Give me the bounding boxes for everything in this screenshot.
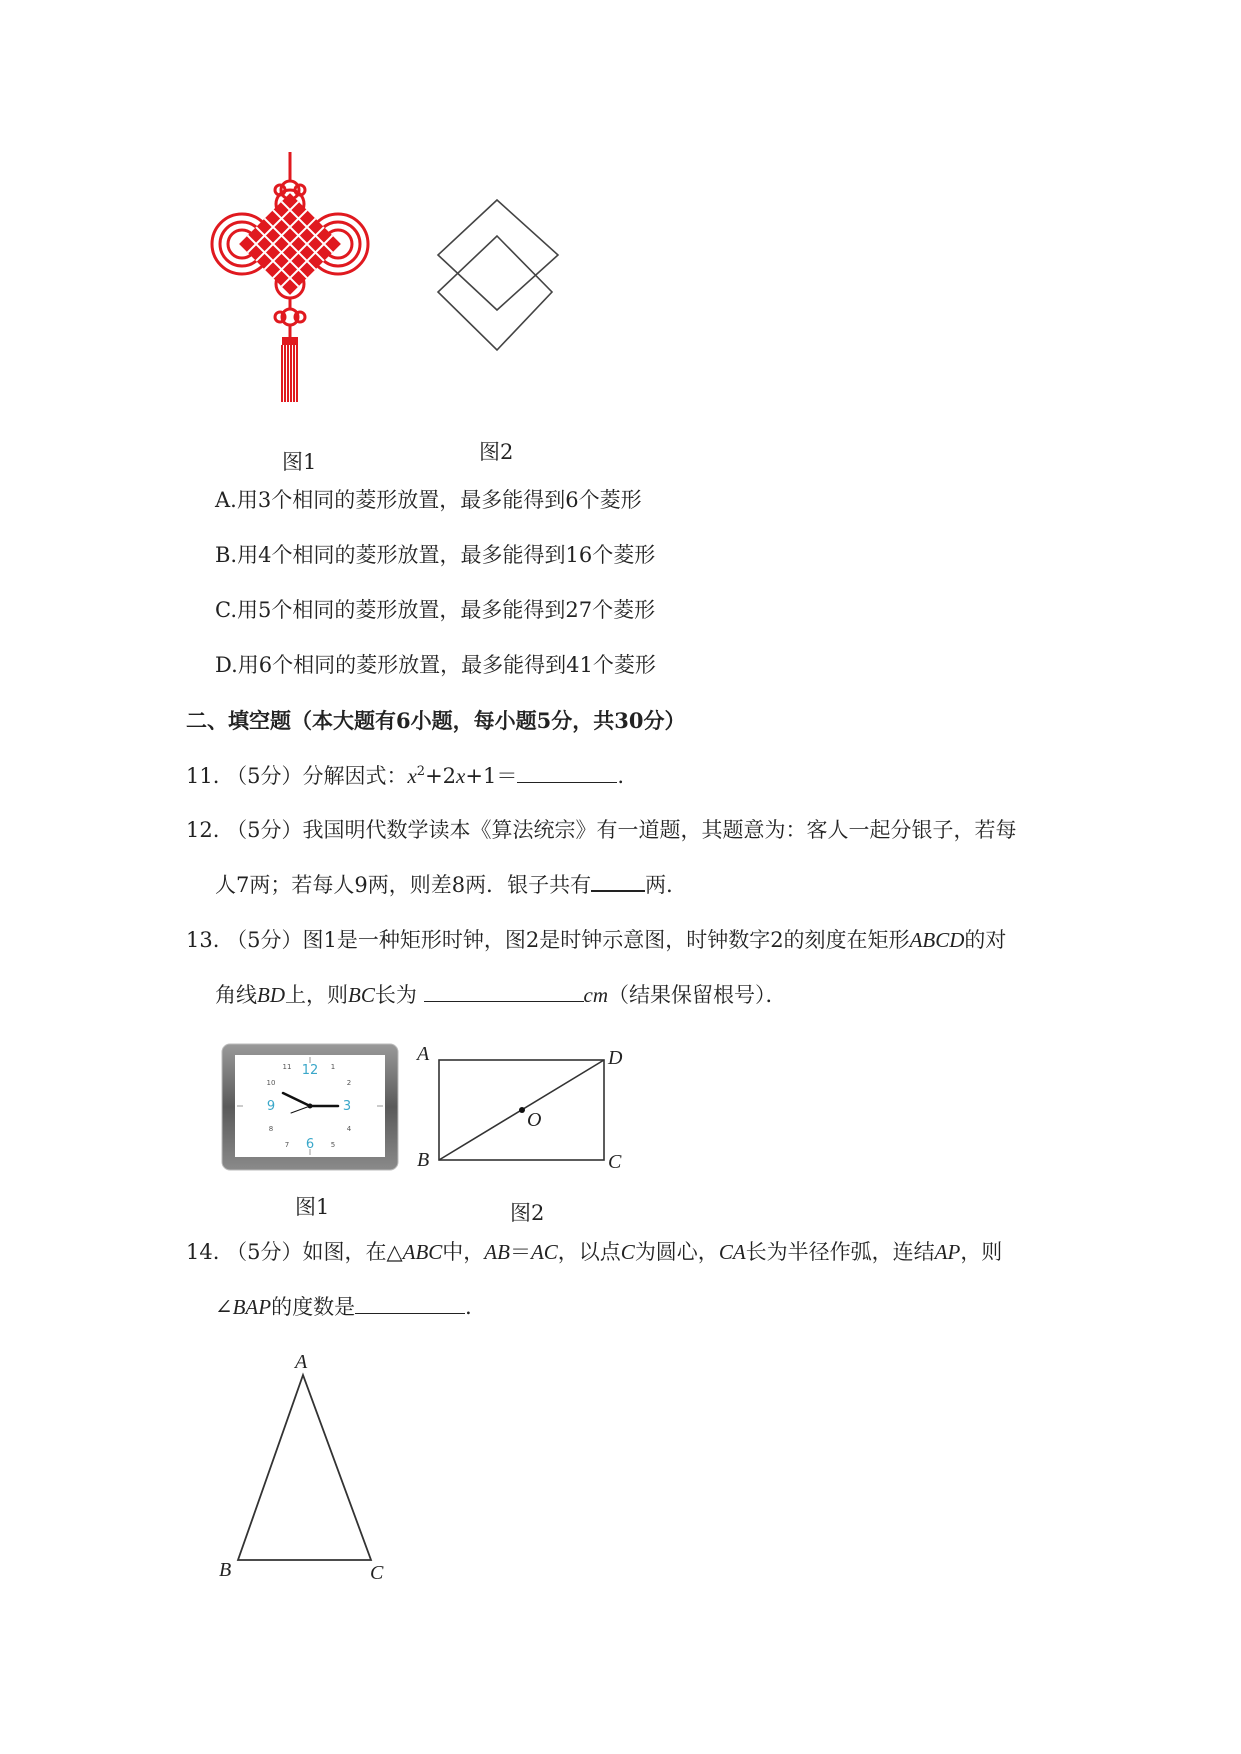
answer-blank[interactable] (517, 781, 617, 783)
question-score: （5分） (226, 764, 303, 788)
question-text: 分解因式： (302, 764, 408, 788)
question-12-line-1 (186, 820, 1016, 841)
question-tail: . (617, 764, 625, 788)
option-text: 用3个相同的菱形放置，最多能得到6个菱形 (236, 488, 642, 512)
question-12-line-2 (215, 875, 687, 896)
question-score: （5分） (226, 818, 303, 842)
point-a-label: A (417, 1043, 430, 1065)
question-text: 长为 (374, 983, 417, 1007)
question-text: 如图，在△ (302, 1240, 403, 1264)
clock-number-1: 1 (330, 1063, 336, 1071)
math-abcd: ABCD (909, 928, 965, 952)
math-ap: AP (934, 1240, 961, 1264)
option-letter: B. (215, 543, 238, 567)
question-text: 图1是一种矩形时钟，图2是时钟示意图，时钟数字2的刻度在矩形 (302, 928, 910, 952)
question-text: ＝ (509, 1240, 531, 1264)
option-b (215, 545, 655, 566)
rhombus-figure (434, 198, 564, 358)
option-letter: C. (215, 598, 237, 622)
question-text: ，则 (960, 1240, 1003, 1264)
figure-2-caption: 图2 (479, 440, 514, 464)
answer-blank[interactable] (355, 1312, 465, 1314)
question-text: 上，则 (285, 983, 348, 1007)
expr-x2: x (456, 764, 466, 788)
clock-number-2: 2 (346, 1079, 352, 1087)
question-text: 为圆心， (634, 1240, 719, 1264)
clock-number-9: 9 (266, 1099, 276, 1114)
question-score: （5分） (226, 1240, 303, 1264)
question-13-line-2 (215, 985, 787, 1006)
option-d (215, 655, 656, 676)
figure-1-caption: 图1 (282, 450, 317, 474)
math-bap: BAP (232, 1295, 272, 1319)
question-text: （结果保留根号）． (608, 983, 787, 1007)
question-text: 长为半径作弧，连结 (745, 1240, 935, 1264)
question-text: 中， (442, 1240, 485, 1264)
expr-x: x (407, 764, 417, 788)
question-14-line-1 (186, 1242, 1002, 1263)
option-letter: D. (215, 653, 238, 677)
math-c: C (620, 1240, 635, 1264)
point-o-label: O (527, 1109, 542, 1131)
question-score: （5分） (226, 928, 303, 952)
point-a-label: A (295, 1351, 308, 1373)
point-b-label: B (417, 1149, 430, 1171)
question-number: 12. (186, 818, 220, 842)
question-text: ，以点 (557, 1240, 621, 1264)
math-ac: AC (530, 1240, 558, 1264)
rectangular-clock-image (221, 1043, 399, 1171)
question-11 (186, 765, 624, 787)
point-c-label: C (608, 1151, 622, 1173)
question-tail: ． (465, 1295, 487, 1319)
answer-blank[interactable] (591, 889, 645, 892)
point-c-label: C (370, 1562, 384, 1584)
question-text: 的对 (964, 928, 1007, 952)
math-ab: AB (484, 1240, 510, 1264)
question-14-line-2 (215, 1297, 486, 1318)
clock-number-7: 7 (284, 1141, 290, 1149)
math-ca: CA (718, 1240, 746, 1264)
question-text: 的度数是 (271, 1295, 356, 1319)
figure-1-caption: 图1 (295, 1195, 330, 1219)
unit-cm: cm (583, 983, 609, 1007)
question-number: 11. (186, 764, 220, 788)
expr-end: +1＝ (465, 764, 518, 788)
option-a (215, 490, 642, 511)
figure-2-caption: 图2 (510, 1201, 545, 1225)
option-text: 用4个相同的菱形放置，最多能得到16个菱形 (237, 543, 656, 567)
question-text: 两． (645, 873, 688, 897)
question-text: 我国明代数学读本《算法统宗》有一道题，其题意为：客人一起分银子，若每 (302, 818, 1017, 842)
triangle-abc-diagram (216, 1350, 396, 1584)
point-b-label: B (219, 1559, 232, 1581)
question-number: 13. (186, 928, 220, 952)
question-text: 角线 (215, 983, 257, 1007)
question-number: 14. (186, 1240, 220, 1264)
option-c (215, 600, 655, 621)
point-d-label: D (608, 1047, 623, 1069)
question-13-line-1 (186, 930, 1006, 951)
clock-number-10: 10 (266, 1079, 276, 1087)
rectangle-abcd-diagram (412, 1042, 623, 1173)
option-text: 用5个相同的菱形放置，最多能得到27个菱形 (237, 598, 656, 622)
option-letter: A. (215, 488, 237, 512)
clock-number-11: 11 (282, 1063, 292, 1071)
question-text: 人7两；若每人9两，则差8两．银子共有 (215, 873, 592, 897)
option-text: 用6个相同的菱形放置，最多能得到41个菱形 (237, 653, 656, 677)
math-bc: BC (348, 983, 375, 1007)
chinese-knot-image (210, 152, 370, 402)
clock-number-6: 6 (305, 1137, 315, 1152)
expr-part: +2 (425, 764, 457, 788)
clock-number-12: 12 (301, 1063, 319, 1078)
section-title: 二、填空题（本大题有6小题，每小题5分，共30分） (186, 708, 686, 733)
angle-symbol: ∠ (215, 1295, 233, 1319)
expr-exponent: 2 (416, 764, 426, 779)
answer-blank[interactable] (424, 1000, 584, 1002)
clock-number-8: 8 (268, 1125, 274, 1133)
math-bd: BD (257, 983, 285, 1007)
math-abc: ABC (402, 1240, 443, 1264)
clock-number-5: 5 (330, 1141, 336, 1149)
clock-number-4: 4 (346, 1125, 352, 1133)
clock-number-3: 3 (342, 1099, 352, 1114)
